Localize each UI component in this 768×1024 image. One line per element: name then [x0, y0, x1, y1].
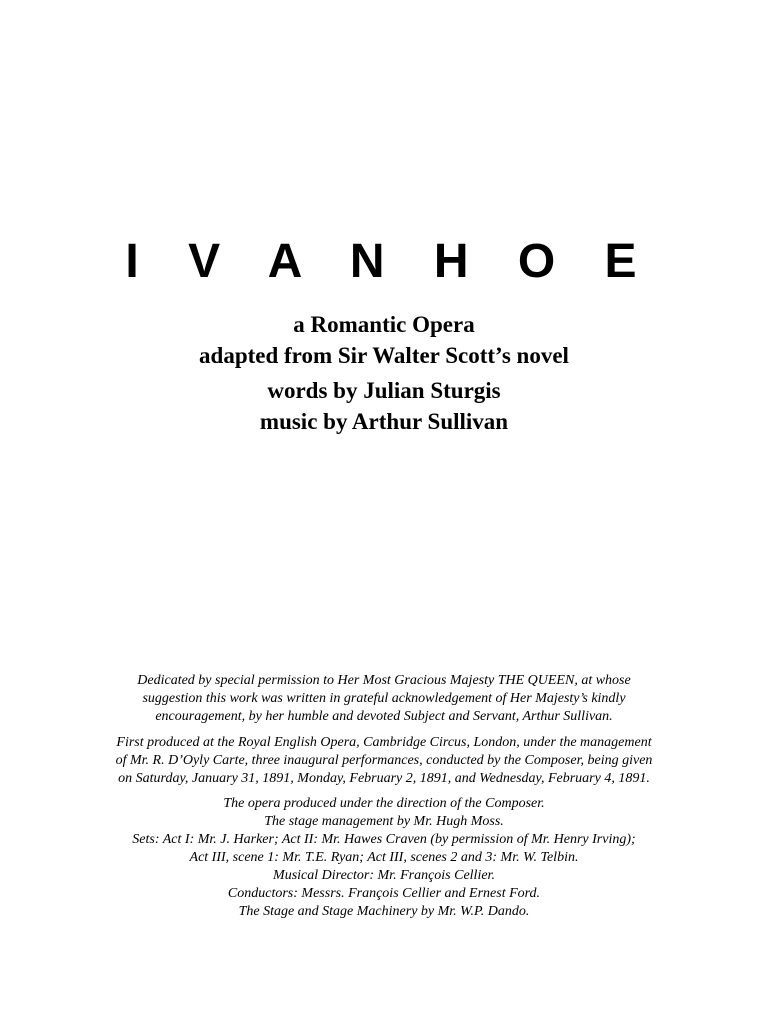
subtitle-line: a Romantic Opera — [293, 312, 475, 337]
subtitle-block — [0, 309, 768, 371]
production-line: First produced at the Royal English Opera, Cambridge Circus, London, under the management — [116, 735, 652, 750]
document-title: I V A N H O E — [125, 235, 655, 288]
production-line: on Saturday, January 31, 1891, Monday, February 2, 1891, and Wednesday, February 4, 1891. — [118, 771, 650, 786]
staff-line: Musical Director: Mr. François Cellier. — [273, 868, 495, 883]
dedication-paragraph — [0, 672, 768, 726]
staff-line: The Stage and Stage Machinery by Mr. W.P. Dando. — [238, 904, 530, 919]
staff-line: Conductors: Messrs. François Cellier and Ernest Ford. — [227, 886, 541, 901]
production-paragraph — [0, 734, 768, 788]
staff-paragraph — [0, 795, 768, 921]
dedication-line: encouragement, by her humble and devoted Subject and Servant, Arthur Sullivan. — [155, 709, 613, 724]
staff-line: Sets: Act I: Mr. J. Harker; Act II: Mr. Hawes Craven (by permission of Mr. Henry Irving); — [132, 832, 636, 847]
authors-block — [0, 375, 768, 437]
staff-line: Act III, scene 1: Mr. T.E. Ryan; Act III, scenes 2 and 3: Mr. W. Telbin. — [189, 850, 579, 865]
dedication-line: suggestion this work was written in grateful acknowledgement of Her Majesty’s kindly — [142, 691, 626, 706]
dedication-line: Dedicated by special permission to Her Most Gracious Majesty THE QUEEN, at whose — [137, 673, 631, 688]
staff-line: The stage management by Mr. Hugh Moss. — [264, 814, 504, 829]
music-credit: music by Arthur Sullivan — [259, 409, 509, 434]
staff-line: The opera produced under the direction of the Composer. — [223, 796, 545, 811]
words-credit: words by Julian Sturgis — [267, 378, 501, 403]
production-line: of Mr. R. D’Oyly Carte, three inaugural performances, conducted by the Composer, being given — [115, 753, 653, 768]
subtitle-line: adapted from Sir Walter Scott’s novel — [199, 343, 569, 368]
